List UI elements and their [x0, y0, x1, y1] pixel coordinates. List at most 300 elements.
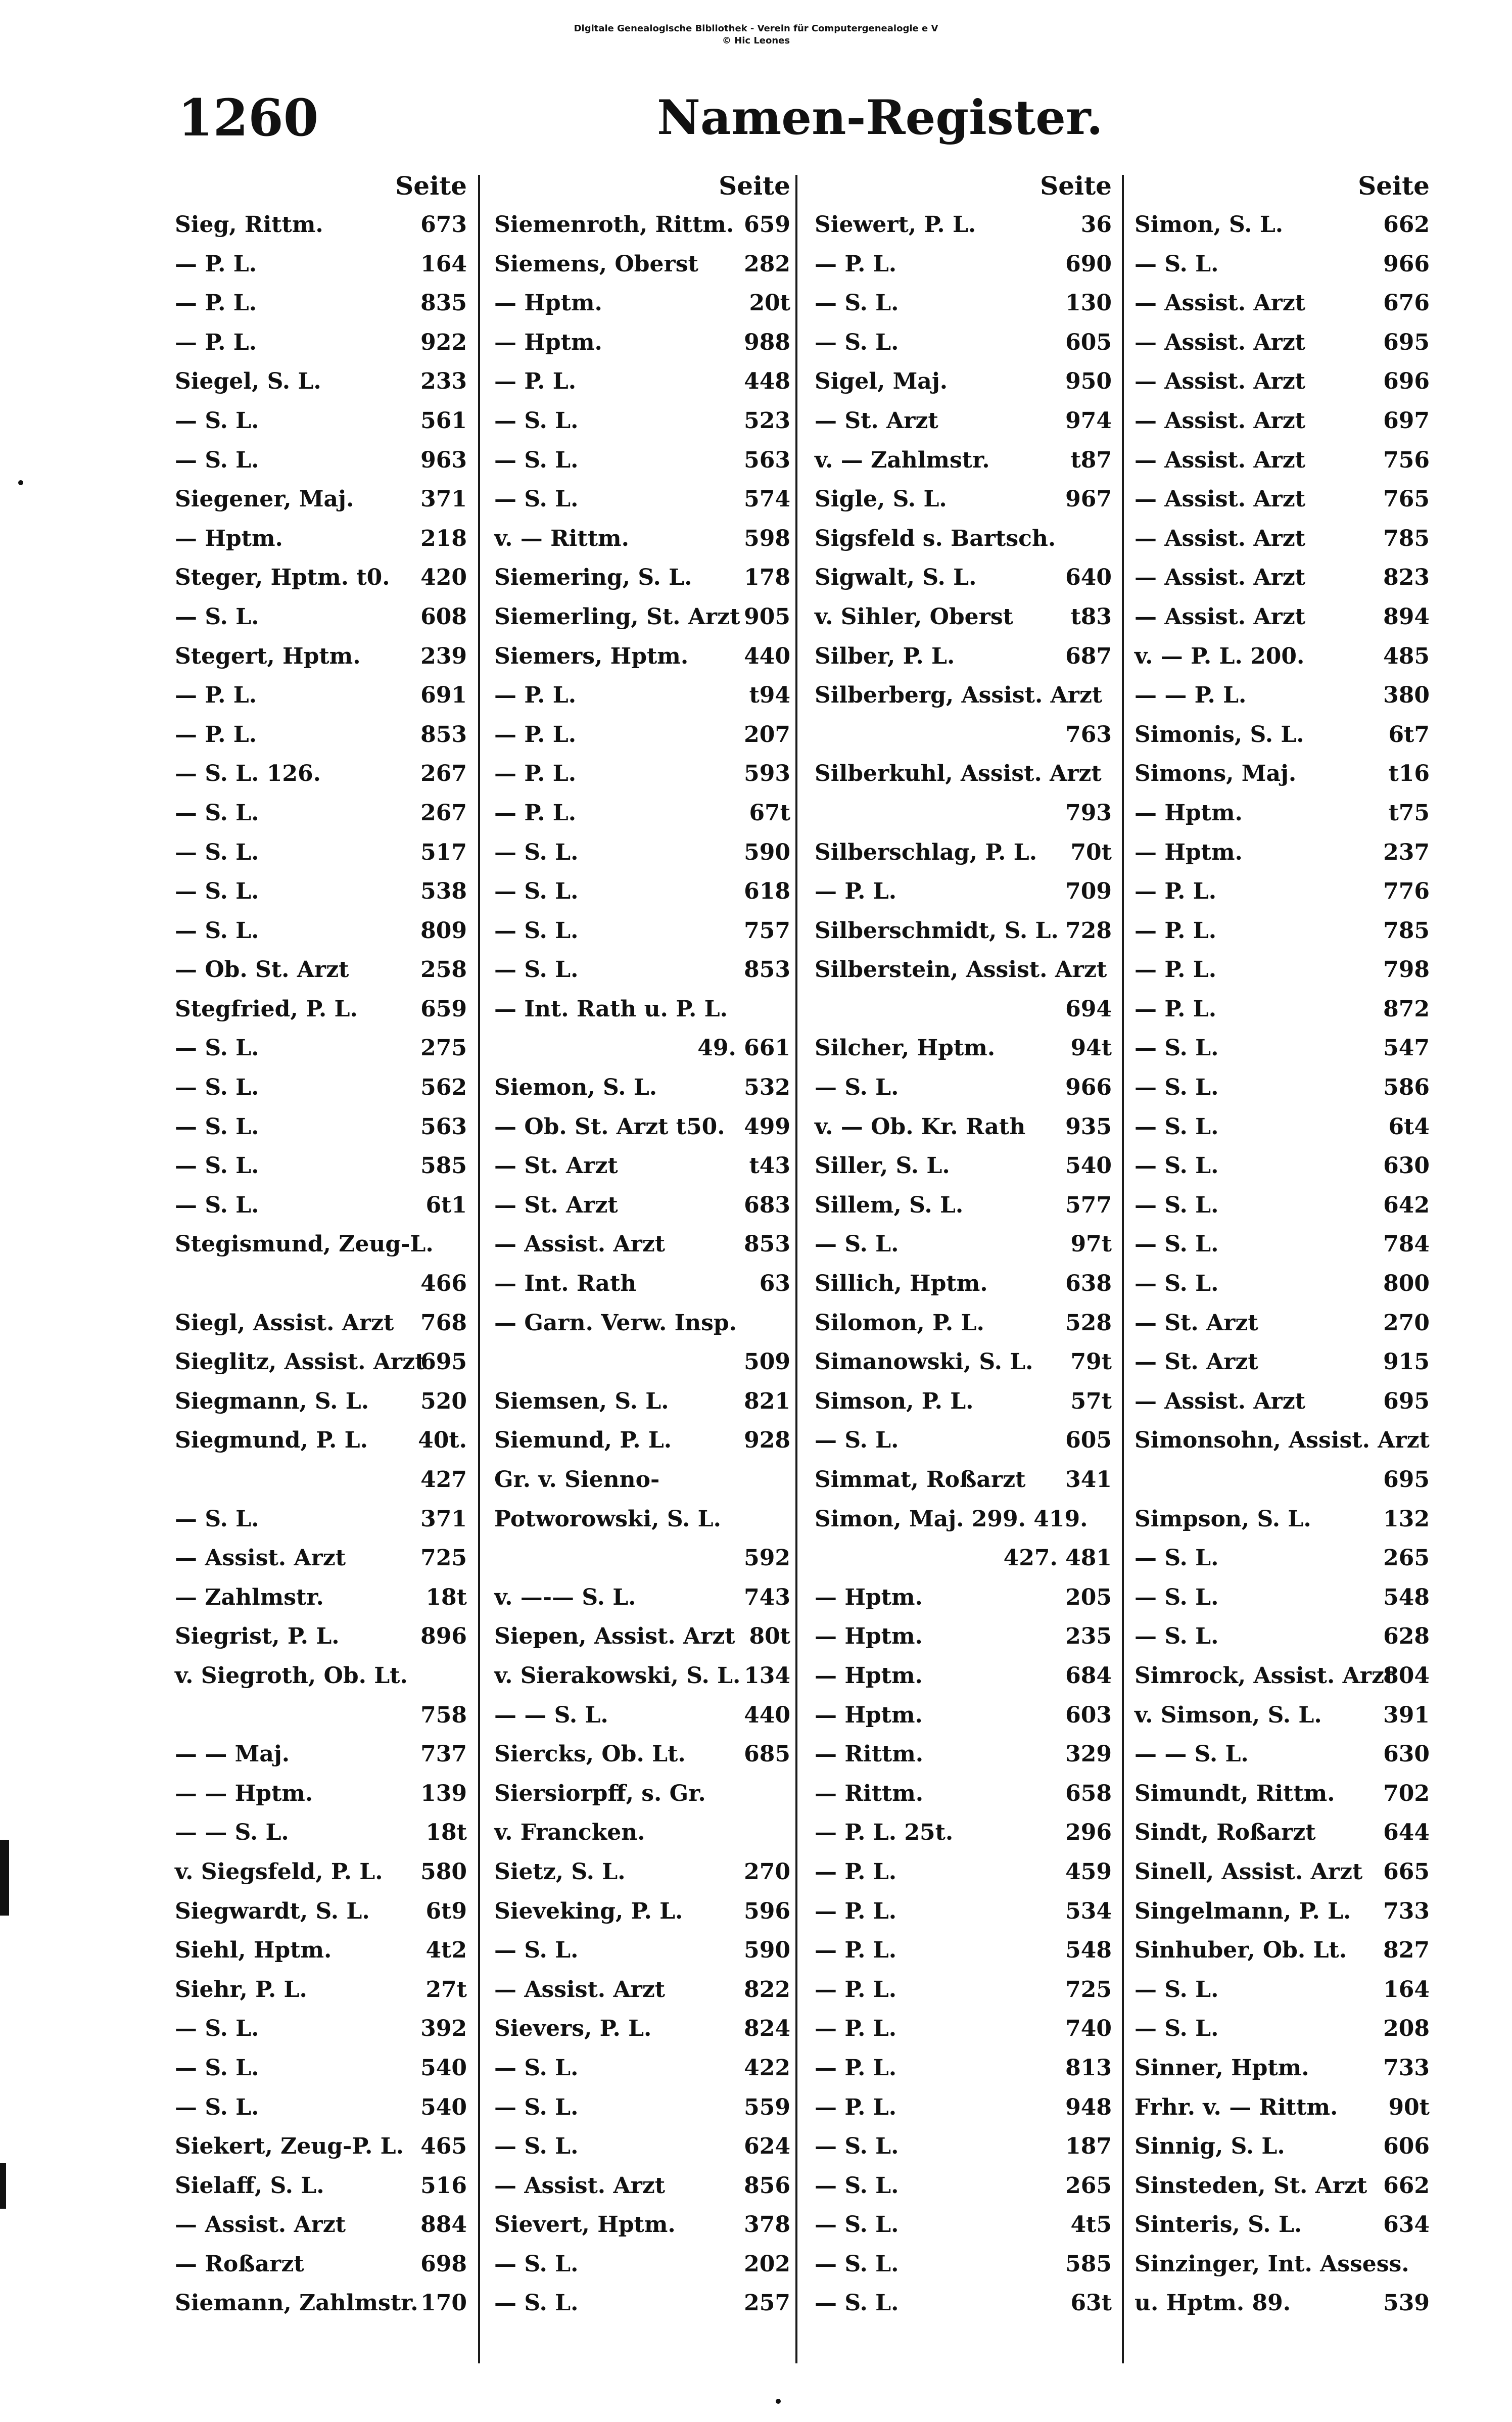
index-entry — [494, 1500, 792, 1539]
entry-page-number: 170 — [420, 2290, 467, 2316]
index-entry — [494, 362, 792, 401]
entry-name: — P. L. — [175, 251, 257, 277]
entry-name: Sielaff, S. L. — [175, 2172, 324, 2199]
entry-name: — Assist. Arzt — [1135, 603, 1306, 630]
entry-page-number: 178 — [744, 565, 790, 591]
entry-name: — S. L. — [175, 1075, 259, 1101]
entry-name: — Ob. St. Arzt t50. — [494, 1113, 725, 1140]
entry-page-number: 80t — [749, 1623, 790, 1650]
index-entry — [1135, 794, 1432, 833]
entry-name: — P. L. — [815, 251, 897, 277]
entry-name: Siemens, Oberst — [494, 251, 698, 277]
entry-page-number: 662 — [1383, 212, 1430, 238]
index-entry — [494, 558, 792, 597]
index-entry — [175, 872, 469, 911]
index-entry — [494, 990, 792, 1029]
scan-speck — [776, 2399, 781, 2404]
entry-name: — S. L. — [494, 2133, 579, 2160]
index-entry — [815, 872, 1114, 911]
entry-name: Sinteris, S. L. — [1135, 2212, 1302, 2238]
entry-name: v. — Rittm. — [494, 525, 629, 551]
entry-page-number: 694 — [1065, 996, 1112, 1022]
entry-page-number: 624 — [744, 2133, 790, 2160]
index-entry — [815, 1303, 1114, 1343]
entry-name: Siemenroth, Rittm. — [494, 212, 734, 238]
entry-page-number: 465 — [420, 2133, 467, 2160]
index-entry — [815, 2088, 1114, 2127]
entry-page-number: 329 — [1065, 1741, 1112, 1767]
entry-name: — Hptm. — [815, 1584, 923, 1610]
index-entry — [494, 2166, 792, 2206]
index-entry — [494, 1656, 792, 1696]
entry-name: — S. L. — [1135, 1623, 1219, 1650]
index-entry — [815, 1656, 1114, 1696]
index-entry — [494, 794, 792, 833]
index-entry — [815, 1931, 1114, 1970]
index-entry — [815, 1460, 1114, 1500]
entry-name: — S. L. — [815, 290, 899, 316]
entry-page-number: 687 — [1065, 643, 1112, 669]
entry-name: Potworowski, S. L. — [494, 1506, 721, 1532]
entry-name: — Garn. Verw. Insp. — [494, 1310, 737, 1336]
entry-page-number: 974 — [1065, 407, 1112, 434]
entry-page-number: 27t — [426, 1976, 467, 2002]
page-title: Namen-Register. — [657, 90, 1103, 146]
entry-page-number: 813 — [1065, 2055, 1112, 2081]
entry-name: — — S. L. — [175, 1820, 289, 1846]
index-entry — [1135, 1264, 1432, 1303]
scan-edge-mark — [0, 1840, 9, 1916]
index-entry — [1135, 637, 1432, 676]
index-entry — [1135, 676, 1432, 715]
index-entry — [815, 1382, 1114, 1421]
entry-page-number: 793 — [1065, 800, 1112, 826]
entry-name: — Zahlmstr. — [175, 1584, 324, 1610]
entry-name: — P. L. — [494, 368, 577, 395]
index-entry — [494, 1892, 792, 1931]
entry-name: Singelmann, P. L. — [1135, 1898, 1351, 1924]
index-entry — [815, 1264, 1114, 1303]
index-entry — [175, 2088, 469, 2127]
entry-page-number: 785 — [1383, 525, 1430, 551]
index-entry — [175, 1382, 469, 1421]
entry-page-number: 733 — [1383, 2055, 1430, 2081]
index-entry — [175, 1735, 469, 1774]
entry-page-number: 659 — [420, 996, 467, 1022]
index-entry — [1135, 597, 1432, 637]
entry-name: Sigwalt, S. L. — [815, 565, 977, 591]
entry-page-number: 696 — [1383, 368, 1430, 395]
index-entry — [1135, 1735, 1432, 1774]
entry-page-number: 695 — [1383, 1388, 1430, 1414]
entry-name: — Hptm. — [1135, 800, 1243, 826]
index-entry — [175, 1892, 469, 1931]
column-heading-seite: Seite — [1040, 171, 1112, 201]
entry-name: — P. L. — [815, 1858, 897, 1885]
entry-page-number: 821 — [744, 1388, 790, 1414]
index-entry — [175, 2127, 469, 2166]
index-entry — [815, 754, 1114, 794]
index-entry — [494, 1539, 792, 1578]
entry-page-number: 662 — [1383, 2172, 1430, 2199]
entry-name: — Assist. Arzt — [1135, 1388, 1306, 1414]
entry-page-number: 967 — [1065, 486, 1112, 513]
entry-page-number: 822 — [744, 1976, 790, 2002]
entry-page-number: 233 — [420, 368, 467, 395]
index-entry — [1135, 1068, 1432, 1107]
entry-page-number: 6t9 — [426, 1898, 467, 1924]
entry-name: — S. L. — [175, 1192, 259, 1218]
entry-page-number: 740 — [1065, 2016, 1112, 2042]
entry-name: — S. L. — [1135, 1584, 1219, 1610]
entry-name: Sigle, S. L. — [815, 486, 947, 513]
entry-name: Silber, P. L. — [815, 643, 955, 669]
page-number: 1260 — [178, 88, 319, 148]
index-entry — [1135, 1500, 1432, 1539]
index-entry — [815, 2166, 1114, 2206]
entry-page-number: 835 — [420, 290, 467, 316]
index-entry — [175, 519, 469, 558]
index-entry — [494, 1460, 792, 1500]
entry-page-number: 63 — [759, 1271, 790, 1297]
entry-page-number: 776 — [1383, 878, 1430, 905]
entry-name: — S. L. — [815, 2212, 899, 2238]
entry-name: Silberschlag, P. L. — [815, 839, 1037, 865]
index-entry — [815, 1617, 1114, 1656]
index-entry — [815, 1500, 1114, 1539]
entry-name: — Assist. Arzt — [1135, 565, 1306, 591]
index-entry — [175, 2284, 469, 2323]
entry-page-number: 691 — [420, 682, 467, 709]
index-entry — [815, 323, 1114, 362]
entry-page-number: 534 — [1065, 1898, 1112, 1924]
index-entry — [175, 794, 469, 833]
entry-name: — P. L. — [175, 721, 257, 748]
index-entry — [1135, 1813, 1432, 1852]
entry-page-number: 966 — [1383, 251, 1430, 277]
entry-page-number: 528 — [1065, 1310, 1112, 1336]
entry-name: — P. L. — [175, 329, 257, 355]
entry-page-number: 258 — [420, 957, 467, 983]
entry-name: — S. L. — [1135, 1153, 1219, 1179]
entry-name: — S. L. — [494, 2251, 579, 2277]
entry-name: Siepen, Assist. Arzt — [494, 1623, 735, 1650]
entry-name: — S. L. — [1135, 1075, 1219, 1101]
entry-page-number: 673 — [420, 212, 467, 238]
entry-page-number: 809 — [420, 917, 467, 944]
index-entry — [175, 1460, 469, 1500]
entry-name: — S. L. — [494, 2094, 579, 2120]
entry-name: v. Siegroth, Ob. Lt. — [175, 1662, 408, 1689]
entry-name: Siercks, Ob. Lt. — [494, 1741, 686, 1767]
entry-name: — S. L. 126. — [175, 761, 321, 787]
entry-page-number: 63t — [1070, 2290, 1112, 2316]
entry-page-number: 237 — [1383, 839, 1430, 865]
index-entry — [1135, 950, 1432, 990]
entry-name: v. Sierakowski, S. L. — [494, 1662, 741, 1689]
index-entry — [1135, 2127, 1432, 2166]
index-entry — [1135, 833, 1432, 872]
entry-page-number: 427. 481 — [1003, 1545, 1112, 1571]
index-entry — [1135, 1970, 1432, 2010]
index-entry — [175, 2245, 469, 2284]
index-entry — [175, 1303, 469, 1343]
entry-page-number: 459 — [1065, 1858, 1112, 1885]
entry-name: Silomon, P. L. — [815, 1310, 984, 1336]
entry-name: Siegwardt, S. L. — [175, 1898, 370, 1924]
index-entry — [1135, 911, 1432, 951]
index-entry — [815, 2205, 1114, 2245]
entry-name: — P. L. — [494, 721, 577, 748]
index-entry — [175, 1264, 469, 1303]
entry-page-number: 6t4 — [1388, 1113, 1430, 1140]
entry-page-number: 628 — [1383, 1623, 1430, 1650]
entry-page-number: 380 — [1383, 682, 1430, 709]
entry-page-number: 36 — [1080, 212, 1112, 238]
entry-page-number: 585 — [420, 1153, 467, 1179]
entry-name: Siemund, P. L. — [494, 1427, 672, 1454]
index-entry — [815, 715, 1114, 755]
entry-name: Stegert, Hptm. — [175, 643, 361, 669]
index-entry — [175, 558, 469, 597]
entry-name: Sievert, Hptm. — [494, 2212, 676, 2238]
entry-name: — S. L. — [175, 839, 259, 865]
entry-page-number: 265 — [1065, 2172, 1112, 2199]
entry-page-number: 134 — [744, 1662, 790, 1689]
index-entry — [175, 1539, 469, 1578]
entry-page-number: 922 — [420, 329, 467, 355]
index-entry — [1135, 1225, 1432, 1264]
entry-page-number: 800 — [1383, 1271, 1430, 1297]
entry-name: Siemering, S. L. — [494, 565, 692, 591]
entry-name: Sillem, S. L. — [815, 1192, 964, 1218]
entry-name: Stegismund, Zeug-L. — [175, 1231, 434, 1257]
entry-page-number: 733 — [1383, 1898, 1430, 1924]
entry-page-number: 894 — [1383, 603, 1430, 630]
entry-page-number: 70t — [1070, 839, 1112, 865]
entry-name: — Hptm. — [175, 525, 283, 551]
entry-page-number: t75 — [1388, 800, 1430, 826]
entry-name: Sinell, Assist. Arzt — [1135, 1858, 1363, 1885]
entry-name: — P. L. — [175, 290, 257, 316]
entry-name: — — S. L. — [1135, 1741, 1249, 1767]
entry-page-number: 644 — [1383, 1820, 1430, 1846]
entry-name: — S. L. — [494, 917, 579, 944]
entry-name: Sinnig, S. L. — [1135, 2133, 1285, 2160]
entry-name: v. Simson, S. L. — [1135, 1702, 1322, 1728]
index-entry — [1135, 1303, 1432, 1343]
entry-page-number: 593 — [744, 761, 790, 787]
index-entry — [815, 637, 1114, 676]
index-entry — [175, 245, 469, 284]
entry-page-number: 853 — [744, 957, 790, 983]
entry-page-number: 659 — [744, 212, 790, 238]
index-entry — [494, 2245, 792, 2284]
index-entry — [494, 715, 792, 755]
entry-name: — S. L. — [175, 603, 259, 630]
index-entry — [494, 245, 792, 284]
index-entry — [1135, 1186, 1432, 1225]
index-entry — [1135, 1656, 1432, 1696]
entry-name: v. — P. L. 200. — [1135, 643, 1305, 669]
index-entry — [175, 1342, 469, 1382]
index-entry — [815, 1186, 1114, 1225]
entry-name: Sievers, P. L. — [494, 2016, 652, 2042]
digitization-credit: Digitale Genealogische Bibliothek - Verein für Computergenealogie e V — [574, 23, 938, 34]
entry-name: — S. L. — [494, 839, 579, 865]
index-entry — [815, 597, 1114, 637]
entry-name: Siegl, Assist. Arzt — [175, 1310, 394, 1336]
index-entry — [494, 1931, 792, 1970]
entry-name: — Int. Rath — [494, 1271, 637, 1297]
entry-name: Siller, S. L. — [815, 1153, 950, 1179]
entry-name: Siegener, Maj. — [175, 486, 354, 513]
index-column-4 — [1135, 167, 1432, 2370]
index-entry — [1135, 245, 1432, 284]
entry-name: — P. L. 25t. — [815, 1820, 954, 1846]
index-entry — [815, 441, 1114, 480]
entry-name: Sinsteden, St. Arzt — [1135, 2172, 1367, 2199]
entry-page-number: 905 — [744, 603, 790, 630]
entry-page-number: 638 — [1065, 1271, 1112, 1297]
entry-page-number: 950 — [1065, 368, 1112, 395]
entry-page-number: 267 — [420, 800, 467, 826]
entry-page-number: 422 — [744, 2055, 790, 2081]
entry-name: v. Sihler, Oberst — [815, 603, 1013, 630]
entry-name: — S. L. — [175, 1035, 259, 1061]
entry-name: — Assist. Arzt — [1135, 329, 1306, 355]
index-entry — [494, 1970, 792, 2010]
index-entry — [815, 794, 1114, 833]
scan-edge-mark — [0, 2163, 6, 2209]
index-entry — [175, 1617, 469, 1656]
entry-name: — S. L. — [175, 2016, 259, 2042]
entry-name: — P. L. — [494, 800, 577, 826]
index-entry — [494, 2088, 792, 2127]
index-entry — [815, 1068, 1114, 1107]
index-entry — [494, 1852, 792, 1892]
entry-page-number: 948 — [1065, 2094, 1112, 2120]
entry-name: Simmat, Roßarzt — [815, 1467, 1026, 1493]
entry-name: — S. L. — [175, 407, 259, 434]
entry-name: v. — Ob. Kr. Rath — [815, 1113, 1026, 1140]
entry-name: Silberschmidt, S. L. — [815, 917, 1059, 944]
entry-name: — Ob. St. Arzt — [175, 957, 349, 983]
index-entry — [494, 1264, 792, 1303]
entry-page-number: 695 — [1383, 329, 1430, 355]
index-entry — [1135, 990, 1432, 1029]
entry-page-number: 6t1 — [426, 1192, 467, 1218]
index-entry — [1135, 1892, 1432, 1931]
entry-page-number: 207 — [744, 721, 790, 748]
index-entry — [1135, 1421, 1432, 1460]
entry-page-number: 928 — [744, 1427, 790, 1454]
entry-page-number: 824 — [744, 2016, 790, 2042]
index-entry — [175, 637, 469, 676]
index-entry — [1135, 2205, 1432, 2245]
entry-page-number: 665 — [1383, 1858, 1430, 1885]
entry-page-number: t43 — [749, 1153, 790, 1179]
index-entry — [494, 1421, 792, 1460]
entry-name: Simundt, Rittm. — [1135, 1780, 1335, 1806]
entry-name: — Assist. Arzt — [1135, 447, 1306, 473]
entry-page-number: 296 — [1065, 1820, 1112, 1846]
entry-name: — S. L. — [815, 2251, 899, 2277]
index-entry — [494, 1617, 792, 1656]
index-entry — [815, 401, 1114, 441]
entry-page-number: 784 — [1383, 1231, 1430, 1257]
entry-page-number: 725 — [420, 1545, 467, 1571]
index-entry — [175, 2205, 469, 2245]
index-entry — [175, 401, 469, 441]
index-entry — [815, 205, 1114, 245]
entry-page-number: 562 — [420, 1075, 467, 1101]
index-entry — [815, 1774, 1114, 1813]
column-heading-seite: Seite — [1358, 171, 1430, 201]
entry-name: — S. L. — [494, 2290, 579, 2316]
entry-page-number: 563 — [420, 1113, 467, 1140]
entry-page-number: 371 — [420, 1506, 467, 1532]
index-entry — [494, 597, 792, 637]
index-entry — [815, 1146, 1114, 1186]
entry-page-number: 97t — [1070, 1231, 1112, 1257]
entry-page-number: 164 — [1383, 1976, 1430, 2002]
index-entry — [1135, 2284, 1432, 2323]
entry-page-number: 4t2 — [426, 1937, 467, 1964]
index-entry — [815, 1421, 1114, 1460]
index-entry — [1135, 715, 1432, 755]
index-entry — [1135, 2245, 1432, 2284]
entry-page-number: 90t — [1388, 2094, 1430, 2120]
index-entry — [815, 1578, 1114, 1617]
index-entry — [494, 1813, 792, 1852]
index-entry — [815, 2127, 1114, 2166]
entry-name: — S. L. — [1135, 251, 1219, 277]
entry-name: — S. L. — [494, 486, 579, 513]
entry-page-number: 208 — [1383, 2016, 1430, 2042]
index-entry — [815, 676, 1114, 715]
index-entry — [494, 1029, 792, 1068]
entry-page-number: 561 — [420, 407, 467, 434]
entry-name: — P. L. — [815, 2016, 897, 2042]
entry-page-number: 6t7 — [1388, 721, 1430, 748]
entry-page-number: 466 — [420, 1271, 467, 1297]
index-entry — [175, 754, 469, 794]
entry-page-number: 725 — [1065, 1976, 1112, 2002]
index-entry — [815, 1852, 1114, 1892]
entry-name: — P. L. — [815, 1898, 897, 1924]
entry-name: — Rittm. — [815, 1780, 924, 1806]
index-entry — [815, 1696, 1114, 1735]
entry-page-number: 270 — [1383, 1310, 1430, 1336]
entry-page-number: 853 — [744, 1231, 790, 1257]
entry-name: — P. L. — [1135, 996, 1217, 1022]
entry-page-number: 18t — [426, 1584, 467, 1610]
entry-page-number: 205 — [1065, 1584, 1112, 1610]
entry-page-number: 685 — [744, 1741, 790, 1767]
index-entry — [815, 558, 1114, 597]
entry-page-number: 539 — [1383, 2290, 1430, 2316]
index-entry — [1135, 323, 1432, 362]
index-entry — [494, 323, 792, 362]
index-entry — [815, 480, 1114, 519]
index-entry — [1135, 2009, 1432, 2048]
index-entry — [815, 911, 1114, 951]
entry-page-number: 896 — [420, 1623, 467, 1650]
entry-name: — S. L. — [494, 878, 579, 905]
entry-page-number: 856 — [744, 2172, 790, 2199]
entry-page-number: 130 — [1065, 290, 1112, 316]
